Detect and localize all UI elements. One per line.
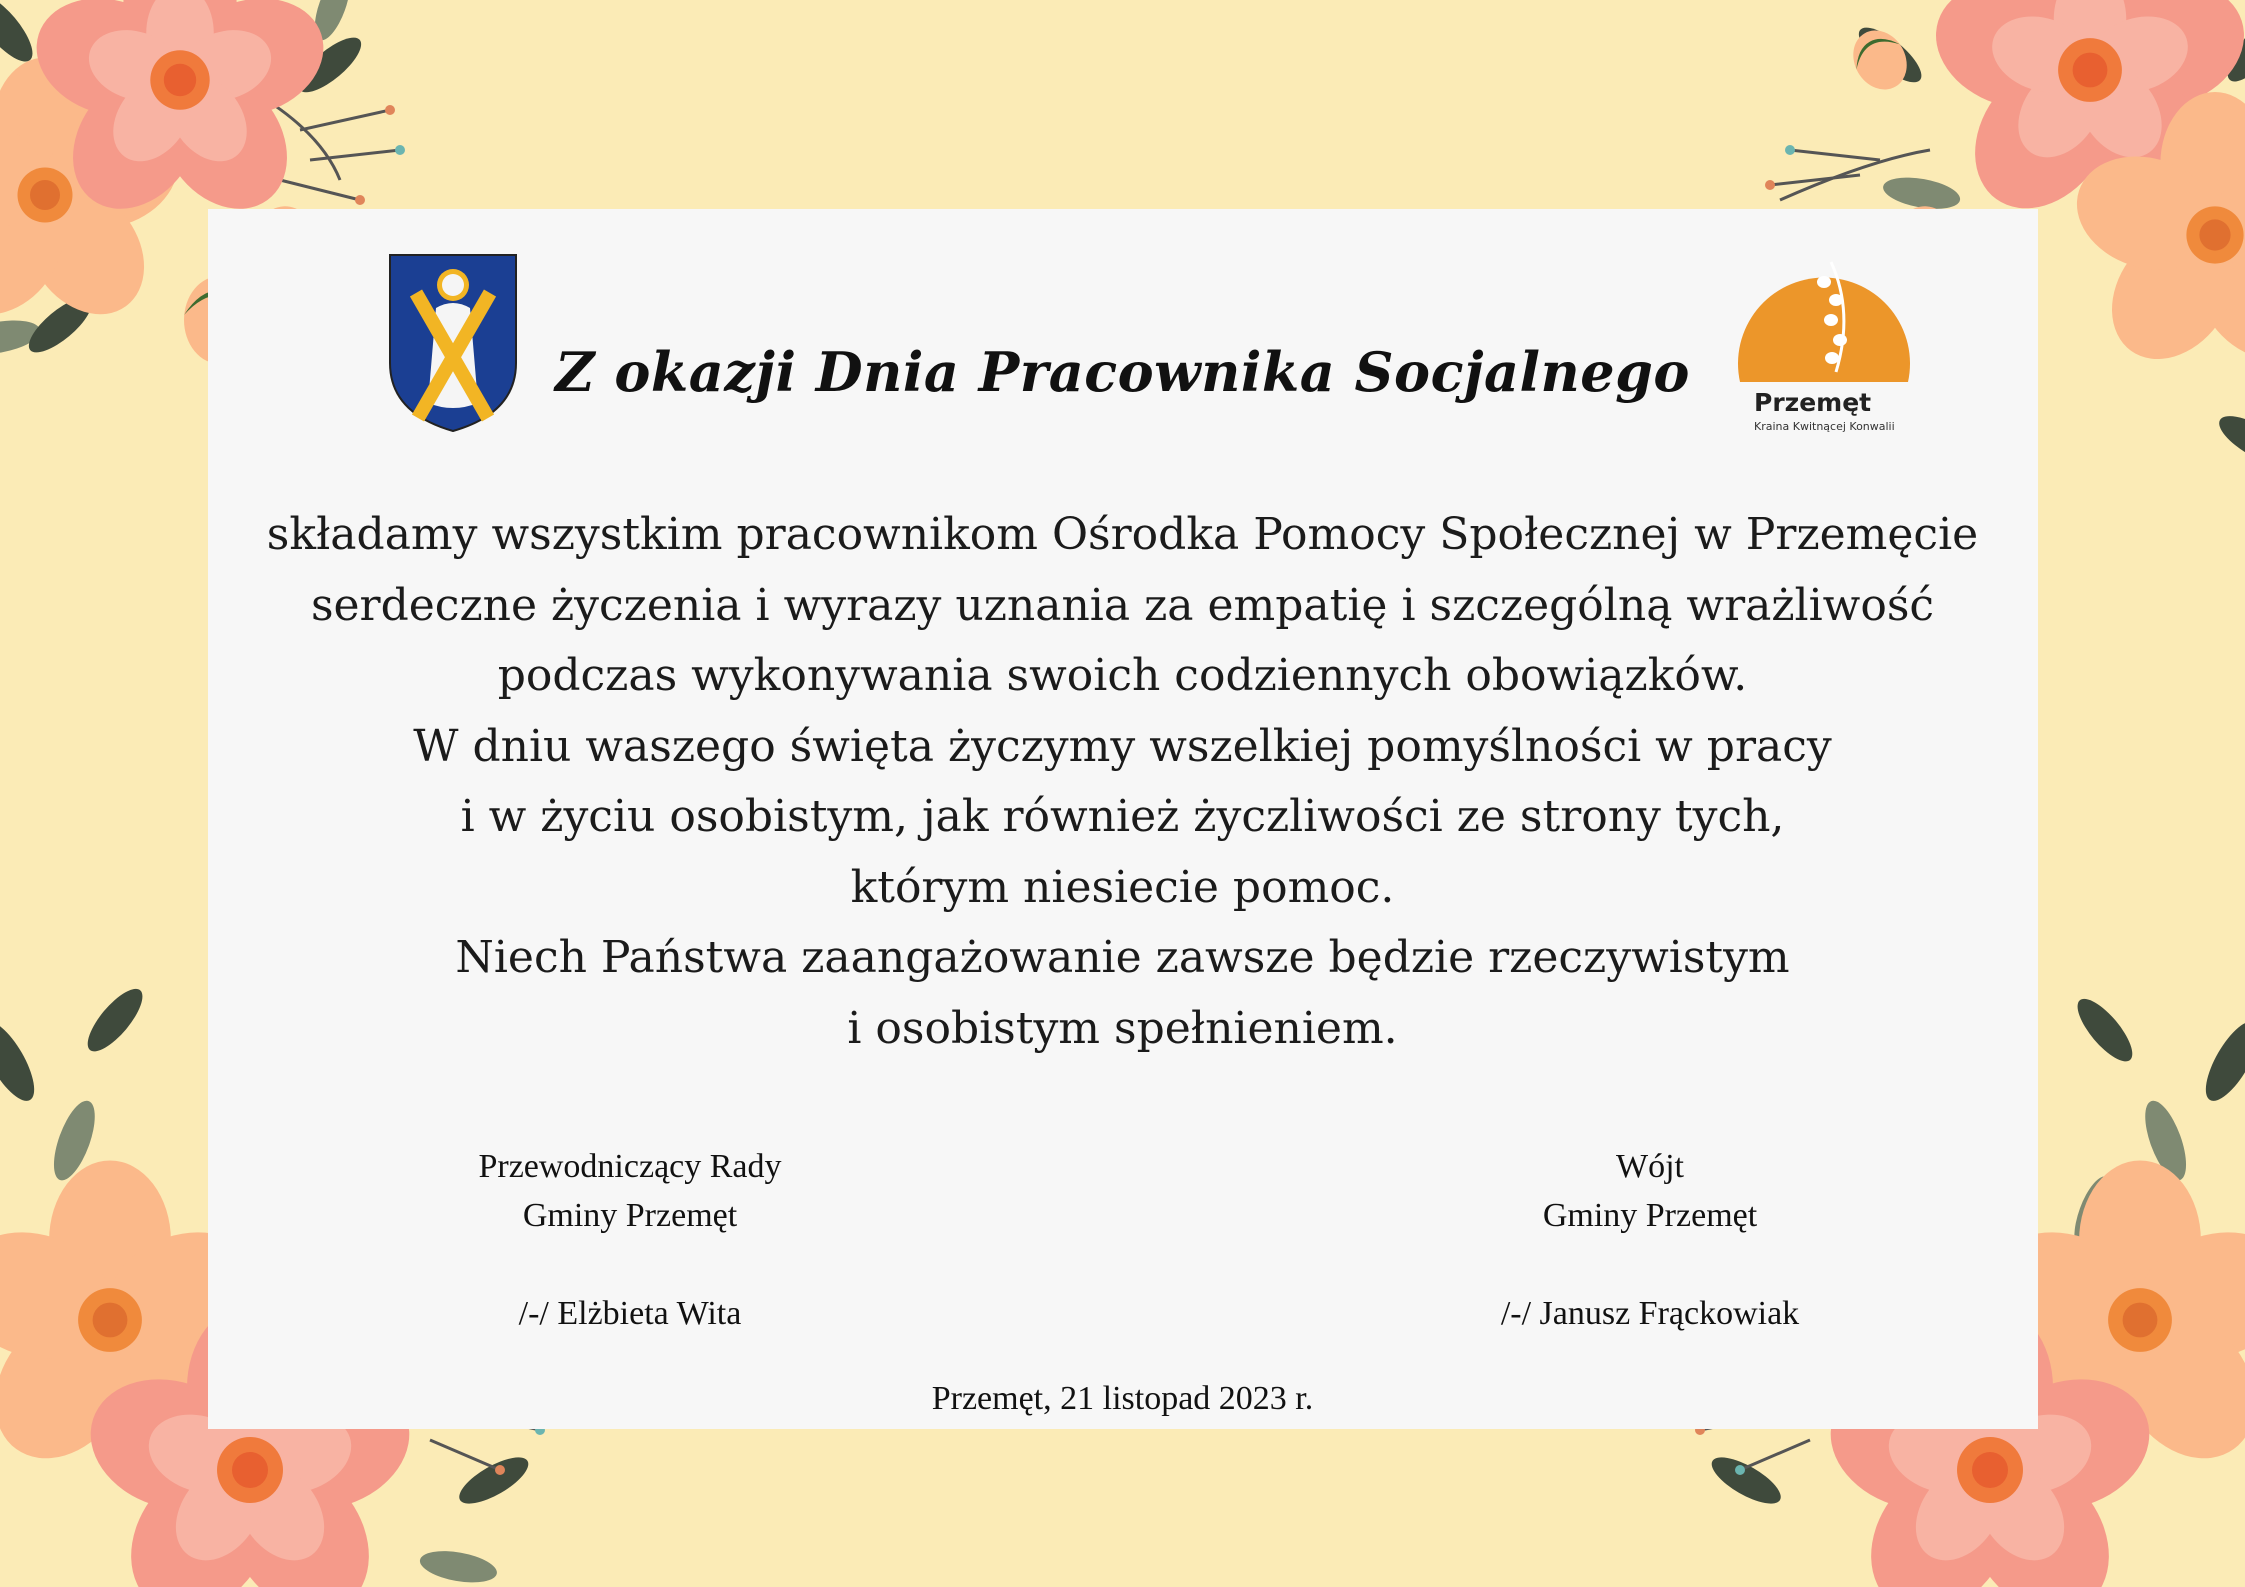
signature-left: [430, 1142, 830, 1338]
body-line: którym niesiecie pomoc.: [850, 861, 1395, 913]
body-line: serdeczne życzenia i wyrazy uznania za empatię i szczególną wrażliwość: [310, 579, 1935, 631]
date-line: Przemęt, 21 listopad 2023 r.: [931, 1380, 1314, 1417]
signature-name: /-/ Elżbieta Wita: [518, 1295, 742, 1332]
signature-role: Wójt: [1616, 1148, 1684, 1185]
bud-icon: [1843, 21, 1917, 100]
body-line: podczas wykonywania swoich codziennych obowiązków.: [497, 650, 1748, 701]
page-title: Z okazji Dnia Pracownika Socjalnego: [555, 340, 1690, 404]
body-line: i w życiu osobistym, jak również życzliwości ze strony tych,: [460, 791, 1785, 842]
body-line: W dniu waszego święta życzymy wszelkiej pomyślności w pracy: [413, 720, 1832, 772]
body-line: Niech Państwa zaangażowanie zawsze będzie rzeczywistym: [455, 932, 1790, 983]
signature-name: /-/ Janusz Frąckowiak: [1500, 1295, 1800, 1332]
greeting-body: [0, 500, 2245, 1064]
signature-right: [1450, 1142, 1850, 1338]
body-line: i osobistym spełnieniem.: [847, 1002, 1398, 1054]
signature-role: Przewodniczący Rady: [478, 1148, 782, 1185]
signature-role: Gminy Przemęt: [522, 1197, 738, 1234]
body-line: składamy wszystkim pracownikom Ośrodka Pomocy Społecznej w Przemęcie: [266, 509, 1979, 560]
signature-role: Gminy Przemęt: [1542, 1197, 1758, 1234]
logo-name: Przemęt: [1754, 388, 1872, 417]
logo-tagline: Kraina Kwitnącej Konwalii: [1754, 420, 1895, 433]
